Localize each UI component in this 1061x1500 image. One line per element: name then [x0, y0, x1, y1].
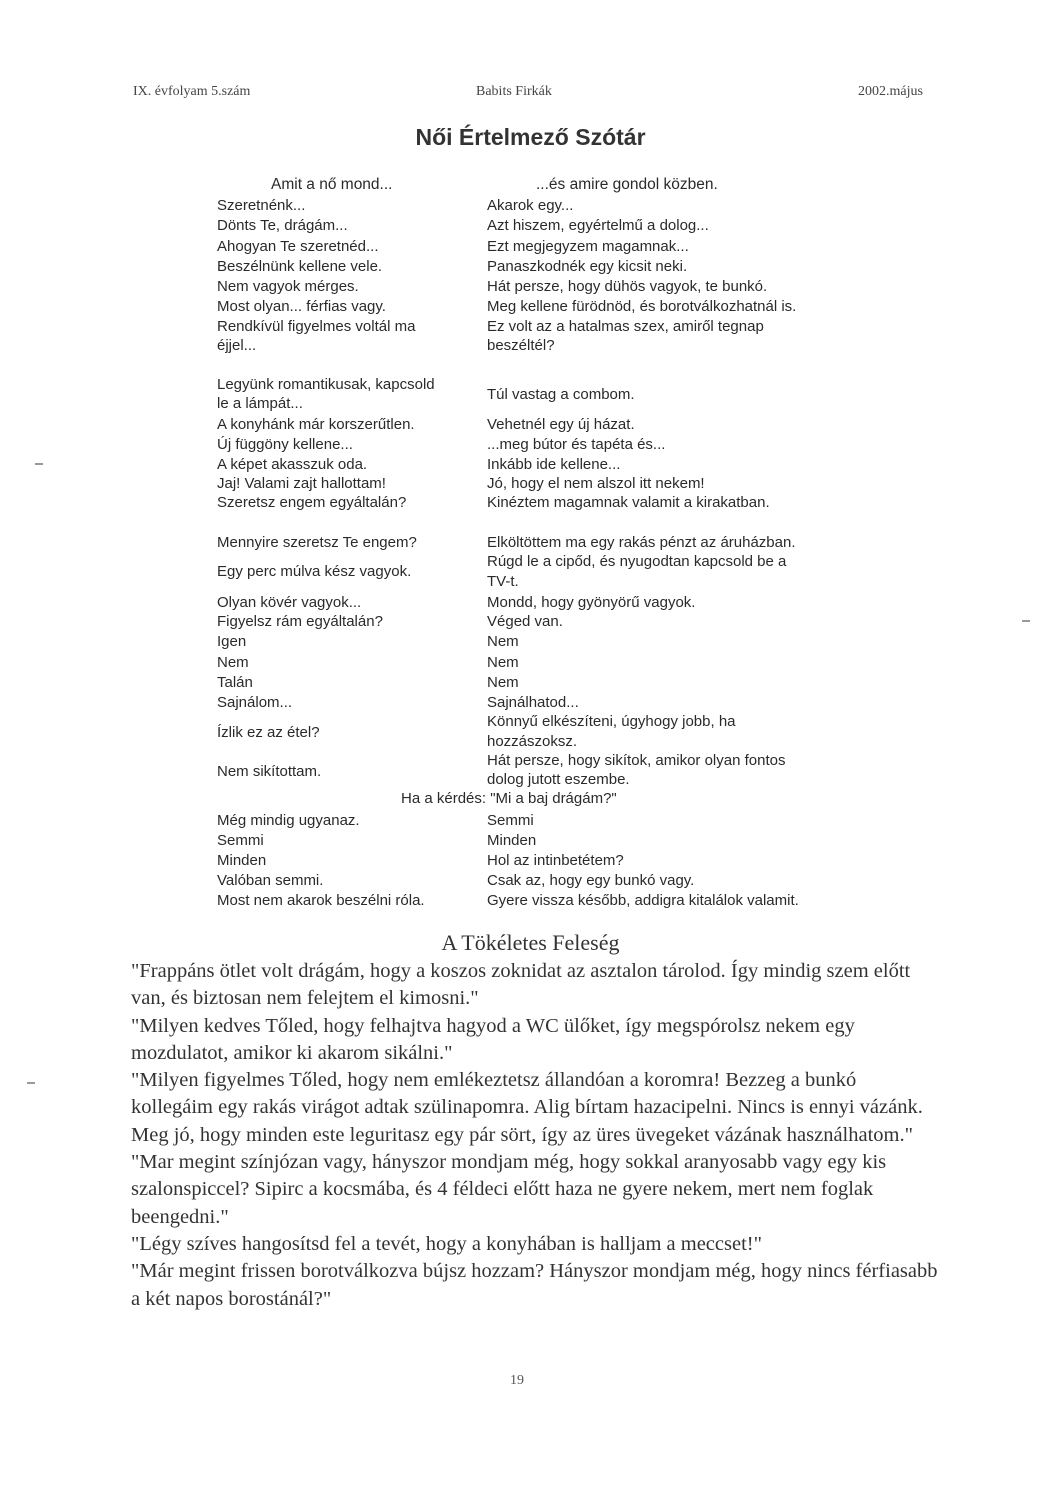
says-entry: Dönts Te, drágám... — [217, 217, 348, 234]
says-entry: Rendkívül figyelmes voltál ma — [217, 318, 416, 335]
scan-mark — [35, 463, 43, 465]
says-entry: Nem sikítottam. — [217, 763, 322, 780]
says-entry: A konyhánk már korszerűtlen. — [217, 416, 415, 433]
says-entry: Sajnálom... — [217, 694, 293, 711]
says-entry: Igen — [217, 633, 247, 650]
thinks-entry-continued: dolog jutott eszembe. — [487, 771, 630, 788]
quote-paragraph: "Milyen figyelmes Tőled, hogy nem emlékeztetsz állandóan a koromra! Bezzeg a bunkó kollegáim egy rakás virágot adtak szülinapomra. Alig bírtam hazacipelni. Nincs is ennyi vázánk. Meg jó, hogy minden este leguritasz egy pár sört, így az üres üvegeket vázának használhatom." — [131, 1069, 923, 1146]
quote-paragraph: "Légy szíves hangosítsd fel a tevét, hogy a konyhában is halljam a meccset!" — [131, 1232, 762, 1255]
thinks-entry: Jó, hogy el nem alszol itt nekem! — [487, 475, 705, 492]
section-title: A Tökéletes Feleség — [441, 930, 620, 955]
thinks-entry: Nem — [487, 674, 519, 691]
says-entry: Szeretsz engem egyáltalán? — [217, 494, 407, 511]
thinks-entry: Semmi — [487, 812, 534, 829]
says-entry: Most olyan... férfias vagy. — [217, 298, 386, 315]
says-entry: Mennyire szeretsz Te engem? — [217, 534, 417, 551]
thinks-entry: Hol az intinbetétem? — [487, 852, 624, 869]
thinks-entry: Gyere vissza később, addigra kitalálok valamit. — [487, 892, 799, 909]
thinks-entry-continued: TV-t. — [487, 573, 519, 590]
header-publication: Babits Firkák — [476, 84, 552, 99]
thinks-entry: Akarok egy... — [487, 197, 574, 214]
scan-mark — [1022, 620, 1030, 622]
quote-paragraph: "Frappáns ötlet volt drágám, hogy a koszos zoknidat az asztalon tárolod. Így mindig szem előtt van, és biztosan nem felejtem el kimosni." — [131, 960, 911, 1010]
says-entry: Olyan kövér vagyok... — [217, 594, 362, 611]
right-column-heading: ...és amire gondol közben. — [536, 176, 718, 193]
quote-paragraph: "Milyen kedves Tőled, hogy felhajtva hagyod a WC ülőket, így megspórolsz nekem egy mozdulatot, amikor ki akarom sikálni." — [131, 1014, 855, 1064]
thinks-entry: Túl vastag a combom. — [487, 386, 635, 403]
says-entry-continued: éjjel... — [217, 337, 257, 354]
thinks-entry: Sajnálhatod... — [487, 694, 579, 711]
says-entry: Szeretnénk... — [217, 197, 306, 214]
thinks-entry: Nem — [487, 633, 519, 650]
says-entry: Most nem akarok beszélni róla. — [217, 892, 425, 909]
says-entry: Egy perc múlva kész vagyok. — [217, 563, 412, 580]
thinks-entry: Elköltöttem ma egy rakás pénzt az áruházban. — [487, 534, 796, 551]
says-entry: Ízlik ez az étel? — [217, 724, 320, 741]
says-entry: Ahogyan Te szeretnéd... — [217, 238, 379, 255]
page-number: 19 — [510, 1373, 524, 1388]
quote-paragraph: "Mar megint színjózan vagy, hányszor mondjam még, hogy sokkal aranyosabb vagy egy kis szalonspiccel? Sipirc a kocsmába, és 4 féldeci előtt haza ne gyere nekem, mert nem foglak beengedni." — [131, 1151, 887, 1228]
thinks-entry: Panaszkodnék egy kicsit neki. — [487, 258, 688, 275]
says-entry: Semmi — [217, 832, 264, 849]
scan-mark — [27, 1082, 35, 1084]
page-title: Női Értelmező Szótár — [415, 124, 646, 150]
thinks-entry: Inkább ide kellene... — [487, 456, 621, 473]
says-entry: Még mindig ugyanaz. — [217, 812, 360, 829]
says-entry: Valóban semmi. — [217, 872, 324, 889]
says-entry: Figyelsz rám egyáltalán? — [217, 613, 383, 630]
thinks-entry: Ezt megjegyzem magamnak... — [487, 238, 689, 255]
says-entry: Talán — [217, 674, 253, 691]
left-column-heading: Amit a nő mond... — [271, 176, 393, 193]
says-entry: Jaj! Valami zajt hallottam! — [217, 475, 386, 492]
thinks-entry: Véged van. — [487, 613, 563, 630]
says-entry: A képet akasszuk oda. — [217, 456, 368, 473]
header-issue: IX. évfolyam 5.szám — [133, 84, 251, 99]
thinks-entry: Azt hiszem, egyértelmű a dolog... — [487, 217, 709, 234]
thinks-entry: ...meg bútor és tapéta és... — [487, 436, 666, 453]
perfect-wife-section — [131, 958, 941, 1313]
says-entry: Nem — [217, 654, 249, 671]
thinks-entry: Hát persze, hogy sikítok, amikor olyan fontos — [487, 752, 786, 769]
thinks-entry: Nem — [487, 654, 519, 671]
thinks-entry-continued: beszéltél? — [487, 337, 555, 354]
thinks-entry: Meg kellene fürödnöd, és borotválkozhatnál is. — [487, 298, 797, 315]
thinks-entry: Könnyű elkészíteni, úgyhogy jobb, ha — [487, 713, 736, 730]
question-label: Ha a kérdés: "Mi a baj drágám?" — [401, 790, 617, 807]
thinks-entry-continued: hozzászoksz. — [487, 733, 578, 750]
thinks-entry: Kinéztem magamnak valamit a kirakatban. — [487, 494, 770, 511]
says-entry: Legyünk romantikusak, kapcsold — [217, 376, 435, 393]
says-entry: Új függöny kellene... — [217, 436, 353, 453]
says-entry: Minden — [217, 852, 267, 869]
thinks-entry: Csak az, hogy egy bunkó vagy. — [487, 872, 695, 889]
thinks-entry: Ez volt az a hatalmas szex, amiről tegnap — [487, 318, 764, 335]
says-entry-continued: le a lámpát... — [217, 395, 303, 412]
thinks-entry: Vehetnél egy új házat. — [487, 416, 635, 433]
quote-paragraph: "Már megint frissen borotválkozva bújsz hozzam? Hányszor mondjam még, hogy nincs férfiasabb a két napos borostánál?" — [131, 1260, 938, 1310]
says-entry: Beszélnünk kellene vele. — [217, 258, 383, 275]
thinks-entry: Minden — [487, 832, 537, 849]
thinks-entry: Hát persze, hogy dühös vagyok, te bunkó. — [487, 278, 768, 295]
says-entry: Nem vagyok mérges. — [217, 278, 359, 295]
thinks-entry: Mondd, hogy gyönyörű vagyok. — [487, 594, 696, 611]
header-date: 2002.május — [858, 84, 923, 99]
thinks-entry: Rúgd le a cipőd, és nyugodtan kapcsold be a — [487, 553, 787, 570]
